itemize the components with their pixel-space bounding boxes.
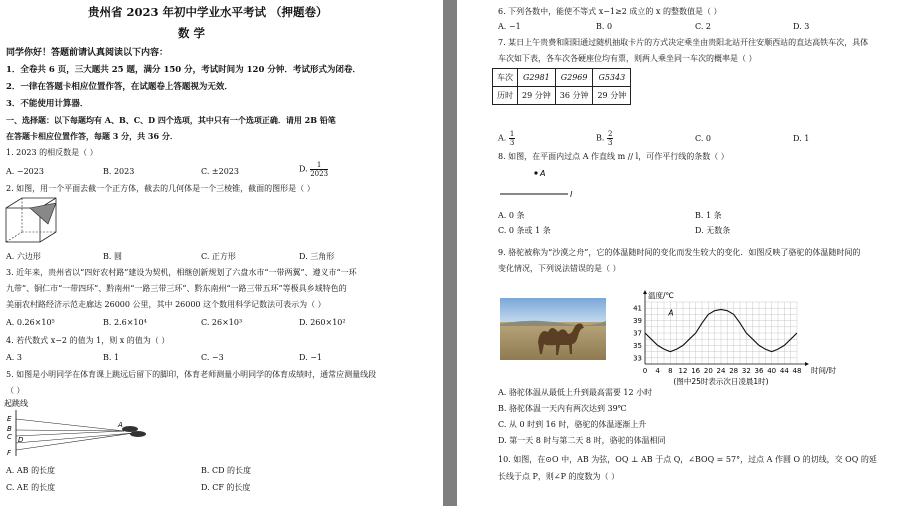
temperature-chart (607, 276, 837, 388)
q6-option-c: C. 2 (695, 22, 712, 31)
x-tick-label: 24 (716, 367, 726, 375)
q7-line1: 7. 某日上午贵费和阳阳通过随机抽取卡片的方式决定乘坐由贵阳北站开往安顺西站的直达高铁车次，具体 (498, 38, 869, 47)
q3-line2: 九带”、铜仁市“一带四环”、黔南州“一路三带三环”、黔东南州“一路三带五环”等极具乡域特色的 (6, 284, 347, 293)
q6-option-a: A. −1 (498, 22, 521, 31)
x-tick-label: 32 (741, 367, 751, 375)
section1-line1: 一、选择题：以下每题均有 A、B、C、D 四个选项，其中只有一个选项正确．请用 2B 铅笔 (6, 115, 336, 125)
start-line-label: 起跳线 (4, 399, 28, 408)
y-tick-label: 37 (633, 329, 642, 338)
q2-option-a: A. 六边形 (6, 252, 41, 261)
q3-line3: 美丽农村路经济示范走廊达 26000 公里，其中 26000 这个数用科学记数法可表示为（ ） (6, 300, 326, 309)
exam-subject: 数 学 (178, 26, 206, 40)
q2-stem: 2. 如图，用一个平面去截一个正方体，截去的几何体是一个三棱锥，截面的图形是（ ） (6, 184, 315, 193)
q6-option-d: D. 3 (793, 22, 810, 31)
q5-option-a: A. AB 的长度 (6, 466, 56, 475)
q3-option-a: A. 0.26×10⁵ (6, 318, 55, 327)
q3-option-c: C. 26×10³ (201, 318, 243, 327)
y-axis-arrow (643, 290, 647, 294)
q3-option-d: D. 260×10² (299, 318, 346, 327)
q6-stem: 6. 下列各数中，能使不等式 x−1≥2 成立的 x 的整数值是（ ） (498, 7, 722, 16)
x-tick-label: 12 (678, 367, 688, 375)
q7-option-b: B. $\frac{2}{3}$ (596, 130, 613, 147)
x-tick-label: 4 (655, 367, 660, 375)
x-tick-label: 44 (779, 367, 789, 375)
svg-text:A: A (540, 169, 546, 178)
x-tick-label: 36 (754, 367, 764, 375)
y-tick-label: 39 (633, 317, 642, 326)
x-tick-label: 48 (792, 367, 802, 375)
y-tick-label: 41 (633, 304, 642, 313)
table-row: 车次 G2981 G2969 G5343 (493, 69, 631, 87)
train-table (492, 68, 631, 105)
x-tick-label: 40 (767, 367, 777, 375)
q1-option-c: C. ±2023 (201, 167, 239, 176)
q1-option-b: B. 2023 (103, 167, 135, 176)
q2-option-d: D. 三角形 (299, 252, 335, 261)
q1-option-d: D. $\frac{1}{2023}$ (299, 161, 329, 178)
section1-line2: 在答题卡相应位置作答，每题 3 分，共 36 分． (6, 131, 178, 141)
right-page (457, 0, 900, 506)
q5-line1: 5. 如图是小明同学在体育课上跳远后留下的脚印，体育老师测量小明同学的体育成绩时，通常应测量线段 (6, 370, 377, 379)
q9-option-d: D. 第一天 8 时与第二天 8 时，骆驼的体温相同 (498, 436, 666, 445)
q3-line1: 3. 近年来，贵州省以“四好农村路”建设为契机，相继创新规划了六盘水市“一带两翼”、遵义市“一环 (6, 268, 357, 277)
left-page (0, 0, 443, 506)
q8-option-c: C. 0 条或 1 条 (498, 226, 551, 235)
svg-text:C: C (7, 433, 12, 441)
q5-line2: （ ） (6, 386, 25, 395)
q4-option-a: A. 3 (6, 353, 22, 362)
q7-option-c: C. 0 (695, 134, 712, 143)
q9-option-b: B. 骆驼体温一天内有两次达到 39℃ (498, 404, 627, 413)
q5-option-d: D. CF 的长度 (201, 483, 251, 492)
point-a-label: A (668, 308, 674, 318)
q9-option-c: C. 从 0 时到 16 时，骆驼的体温逐渐上升 (498, 420, 647, 429)
exam-title: 贵州省 2023 年初中学业水平考试 （押题卷） (88, 5, 328, 19)
camel-photo (500, 298, 606, 360)
chart-caption: (图中25时表示次日凌晨1时) (673, 377, 769, 386)
svg-text:E: E (7, 415, 12, 423)
q4-option-c: C. −3 (201, 353, 224, 362)
q10-line2: 长线于点 P，则∠P 的度数为（ ） (498, 472, 620, 481)
rule-2: 2．一律在答题卡相应位置作答，在试题卷上答题视为无效． (6, 82, 233, 92)
q9-line2: 变化情况，下列说法错误的是（ ） (498, 264, 621, 273)
table-row: 历时 29 分钟 36 分钟 29 分钟 (493, 87, 631, 105)
q5-option-c: C. AE 的长度 (6, 483, 56, 492)
x-tick-label: 16 (691, 367, 701, 375)
q4-option-b: B. 1 (103, 353, 120, 362)
y-axis-label: 温度/℃ (648, 291, 674, 300)
q3-option-b: B. 2.6×10⁴ (103, 318, 147, 327)
q7-line2: 车次如下表，各车次各硬座位均有票，则两人乘坐同一车次的概率是（ ） (498, 54, 757, 63)
q2-option-b: B. 圆 (103, 252, 122, 261)
q7-option-a: A. $\frac{1}{3}$ (498, 130, 515, 147)
cube-figure (4, 196, 60, 244)
q4-option-d: D. −1 (299, 353, 323, 362)
q7-option-d: D. 1 (793, 134, 810, 143)
rule-3: 3．不能使用计算器． (6, 99, 89, 109)
x-tick-label: 8 (668, 367, 673, 375)
q1-option-a: A. −2023 (6, 167, 44, 176)
svg-text:D: D (18, 436, 24, 444)
x-tick-label: 28 (729, 367, 739, 375)
svg-text:A: A (118, 421, 123, 429)
q8-option-b: B. 1 条 (695, 211, 722, 220)
x-tick-label: 0 (642, 367, 648, 375)
x-axis-label: 时间/时 (811, 366, 837, 375)
svg-text:F: F (7, 449, 12, 457)
q8-option-a: A. 0 条 (498, 211, 525, 220)
svg-text:l: l (570, 190, 573, 199)
long-jump-figure (2, 396, 162, 458)
x-tick-label: 20 (703, 367, 713, 375)
q8-option-d: D. 无数条 (695, 226, 731, 235)
q9-option-a: A. 骆驼体温从最低上升到最高需要 12 小时 (498, 388, 653, 397)
y-tick-label: 35 (633, 341, 642, 350)
y-tick-label: 33 (633, 354, 642, 363)
q1-stem: 1. 2023 的相反数是（ ） (6, 148, 98, 157)
q4-stem: 4. 若代数式 x−2 的值为 1，则 x 的值为（ ） (6, 336, 170, 345)
parallel-line-figure (498, 164, 578, 204)
q5-option-b: B. CD 的长度 (201, 466, 252, 475)
svg-text:B: B (7, 425, 12, 433)
q6-option-b: B. 0 (596, 22, 613, 31)
rule-1: 1．全卷共 6 页，三大题共 25 题，满分 150 分，考试时间为 120 分钟．考试形式为闭卷． (6, 65, 361, 75)
x-axis-arrow (805, 362, 809, 366)
q10-line1: 10. 如图，在⊙O 中，AB 为弦，OQ ⊥ AB 于点 Q，∠BOQ = 57°，过点 A 作圆 O 的切线，交 OQ 的延 (498, 455, 877, 464)
q2-option-c: C. 正方形 (201, 252, 236, 261)
q8-stem: 8. 如图，在平面内过点 A 作直线 m // l，可作平行线的条数（ ） (498, 152, 729, 161)
q9-line1: 9. 骆驼被称为“沙漠之舟”，它的体温随时间的变化而发生较大的变化．如图反映了骆驼的体温随时间的 (498, 248, 861, 257)
intro-text: 同学你好！答题前请认真阅读以下内容： (6, 48, 169, 58)
